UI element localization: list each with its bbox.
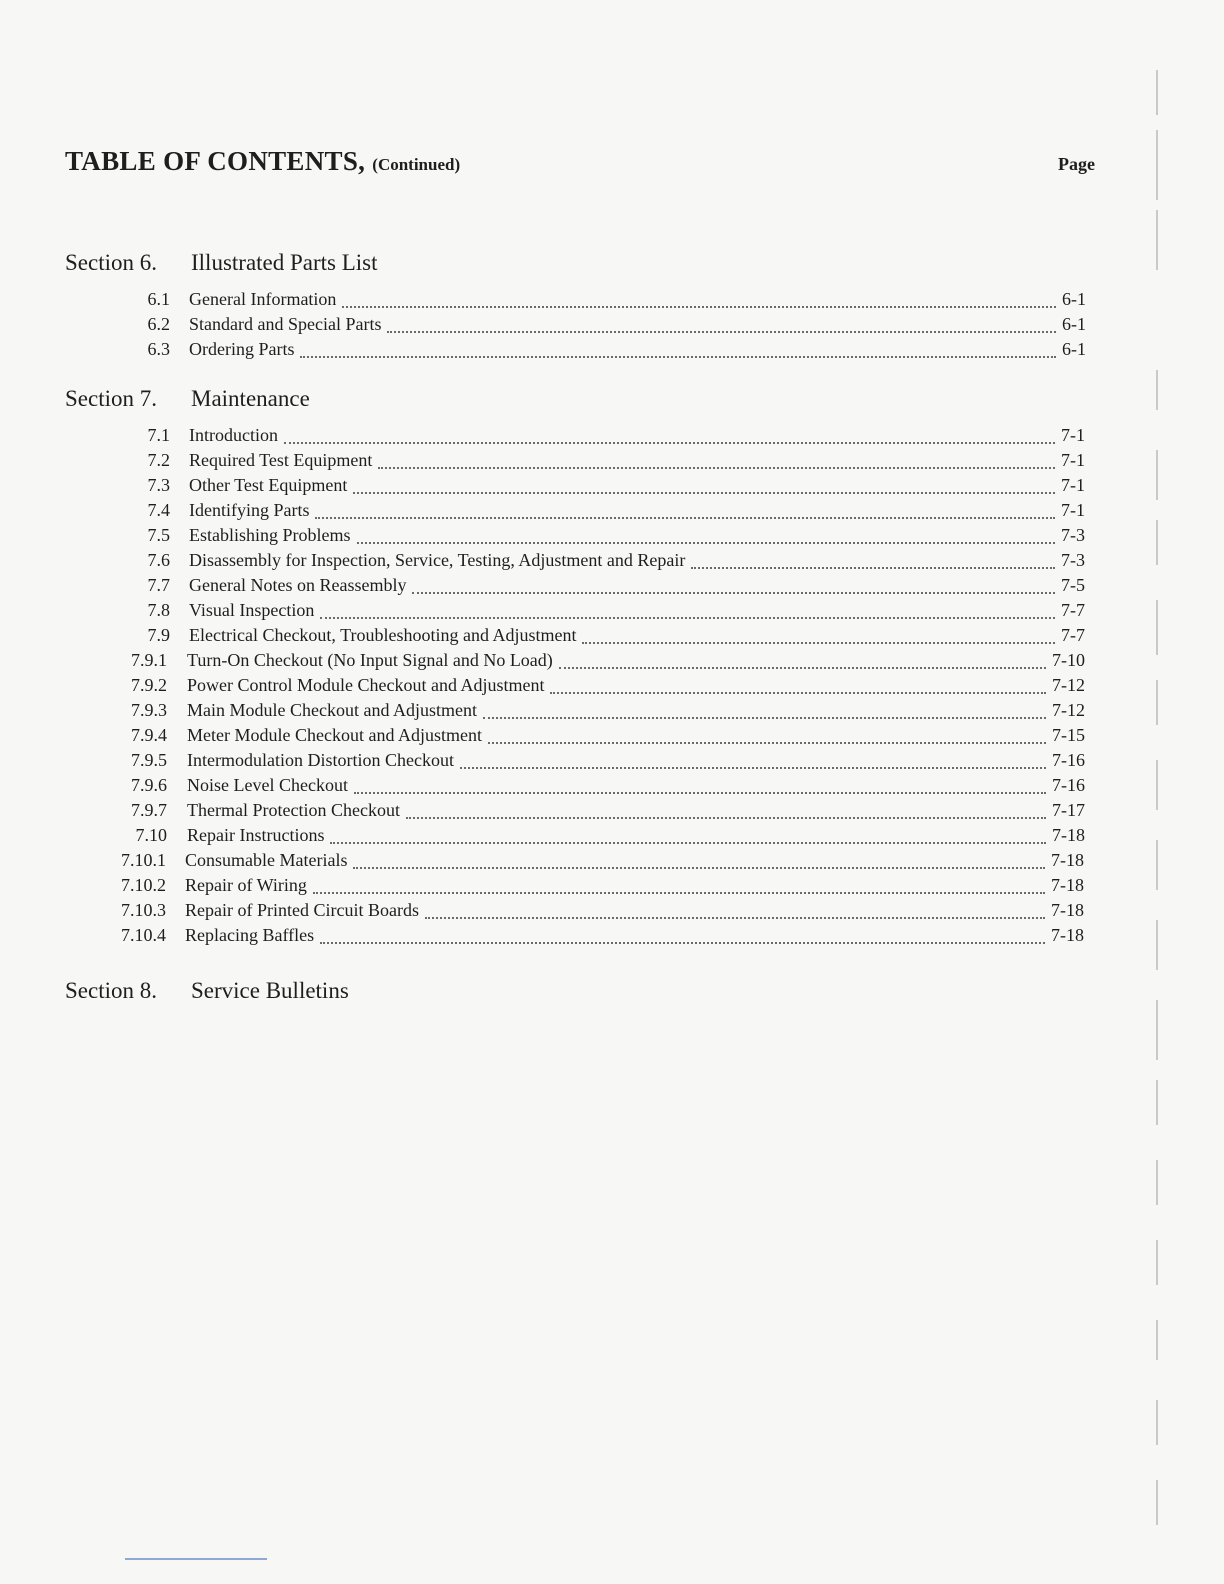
toc-header <box>65 146 1095 186</box>
toc-entry-7-10[interactable]: 7.10 Repair Instructions 7-18 <box>135 825 1085 845</box>
toc-entry-7-9-4[interactable]: 7.9.4 Meter Module Checkout and Adjustment 7-15 <box>131 725 1085 745</box>
toc-entry-7-9-1[interactable]: 7.9.1 Turn-On Checkout (No Input Signal and No Load) 7-10 <box>131 650 1085 670</box>
continued-note: (Continued) <box>372 155 461 174</box>
page-title: TABLE OF CONTENTS, (Continued) <box>65 146 461 176</box>
toc-entry-7-9-7[interactable]: 7.9.7 Thermal Protection Checkout 7-17 <box>131 800 1085 820</box>
toc-entry-7-6[interactable]: 7.6 Disassembly for Inspection, Service, Testing, Adjustment and Repair 7-3 <box>147 550 1085 570</box>
toc-entry-7-8[interactable]: 7.8 Visual Inspection 7-7 <box>147 600 1085 620</box>
toc-entry-7-10-2[interactable]: 7.10.2 Repair of Wiring 7-18 <box>121 875 1084 895</box>
section-6-heading: Section 6. Illustrated Parts List <box>65 250 378 275</box>
section-8-heading: Section 8. Service Bulletins <box>65 978 349 1003</box>
toc-entry-7-10-1[interactable]: 7.10.1 Consumable Materials 7-18 <box>121 850 1084 870</box>
toc-entry-7-10-3[interactable]: 7.10.3 Repair of Printed Circuit Boards 7-18 <box>121 900 1084 920</box>
toc-entry-6-1[interactable]: 6.1 General Information 6-1 <box>147 289 1086 309</box>
toc-entry-7-3[interactable]: 7.3 Other Test Equipment 7-1 <box>147 475 1085 495</box>
section-7-heading: Section 7. Maintenance <box>65 386 310 411</box>
toc-entry-7-1[interactable]: 7.1 Introduction 7-1 <box>147 425 1085 445</box>
toc-entry-7-4[interactable]: 7.4 Identifying Parts 7-1 <box>147 500 1085 520</box>
toc-entry-7-9[interactable]: 7.9 Electrical Checkout, Troubleshooting and Adjustment 7-7 <box>147 625 1085 645</box>
toc-entry-7-9-6[interactable]: 7.9.6 Noise Level Checkout 7-16 <box>131 775 1085 795</box>
page-column-label: Page <box>1058 154 1095 174</box>
toc-entry-6-3[interactable]: 6.3 Ordering Parts 6-1 <box>147 339 1086 359</box>
toc-entry-7-9-5[interactable]: 7.9.5 Intermodulation Distortion Checkout 7-16 <box>131 750 1085 770</box>
toc-entry-6-2[interactable]: 6.2 Standard and Special Parts 6-1 <box>147 314 1086 334</box>
binding-edge-marks <box>1150 40 1190 1540</box>
toc-entry-7-7[interactable]: 7.7 General Notes on Reassembly 7-5 <box>147 575 1085 595</box>
footer-rule <box>125 1558 267 1560</box>
toc-entry-7-5[interactable]: 7.5 Establishing Problems 7-3 <box>147 525 1085 545</box>
toc-entry-7-10-4[interactable]: 7.10.4 Replacing Baffles 7-18 <box>121 925 1084 945</box>
toc-entry-7-9-2[interactable]: 7.9.2 Power Control Module Checkout and Adjustment 7-12 <box>131 675 1085 695</box>
toc-entry-7-2[interactable]: 7.2 Required Test Equipment 7-1 <box>147 450 1085 470</box>
toc-entry-7-9-3[interactable]: 7.9.3 Main Module Checkout and Adjustment 7-12 <box>131 700 1085 720</box>
